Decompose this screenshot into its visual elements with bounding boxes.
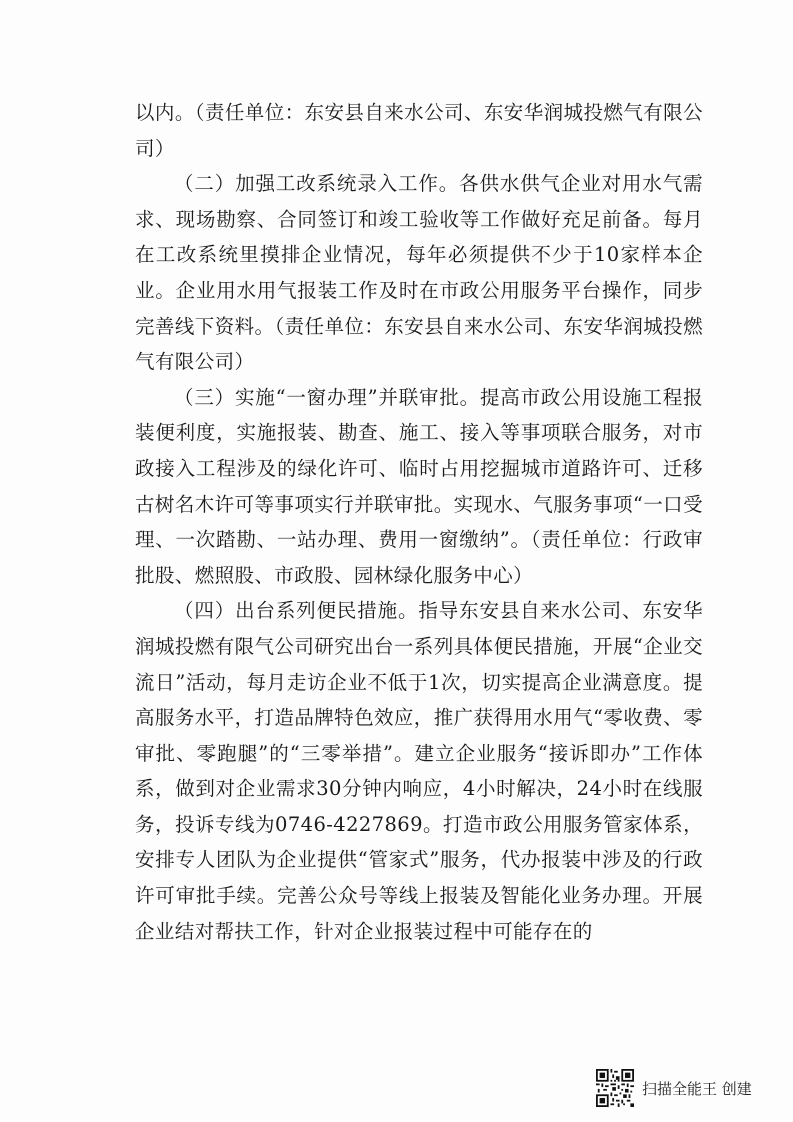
paragraph-continuation: 以内。（责任单位：东安县自来水公司、东安华润城投燃气有限公司） xyxy=(135,101,703,160)
document-body xyxy=(135,95,703,949)
paragraph-section-2: （二）加强工改系统录入工作。各供水供气企业对用水气需求、现场勘察、合同签订和竣工验收等工作做好充足前备。每月在工改系统里摸排企业情况，每年必须提供不少于10家样本企业。企业用水用气报装工作及时在市政公用服务平台操作，同步完善线下资料。（责任单位：东安县自来水公司、东安华润城投燃气有限公司） xyxy=(135,172,703,374)
paragraph-section-4: （四）出台系列便民措施。指导东安县自来水公司、东安华润城投燃有限气公司研究出台一系列具体便民措施，开展“企业交流日”活动，每月走访企业不低于1次，切实提高企业满意度。提高服务水平，打造品牌特色效应，推广获得用水用气“零收费、零审批、零跑腿”的“三零举措”。建立企业服务“接诉即办”工作体系，做到对企业需求30分钟内响应，4小时解决，24小时在线服务，投诉专线为0746-4227869。打造市政公用服务管家体系，安排专人团队为企业提供“管家式”服务，代办报装中涉及的行政许可审批手续。完善公众号等线上报装及智能化业务办理。开展企业结对帮扶工作，针对企业报装过程中可能存在的 xyxy=(135,599,703,943)
paragraph-section-3: （三）实施“一窗办理”并联审批。提高市政公用设施工程报装便利度，实施报装、勘查、施工、接入等事项联合服务，对市政接入工程涉及的绿化许可、临时占用挖掘城市道路许可、迁移古树名木许可等事项实行并联审批。实现水、气服务事项“一口受理、一次踏勘、一站办理、费用一窗缴纳”。（责任单位：行政审批股、燃照股、市政股、园林绿化服务中心） xyxy=(135,385,703,587)
scanner-watermark xyxy=(596,1068,752,1108)
scanner-watermark-label: 扫描全能王 创建 xyxy=(642,1079,752,1098)
qr-code-icon xyxy=(596,1069,634,1107)
